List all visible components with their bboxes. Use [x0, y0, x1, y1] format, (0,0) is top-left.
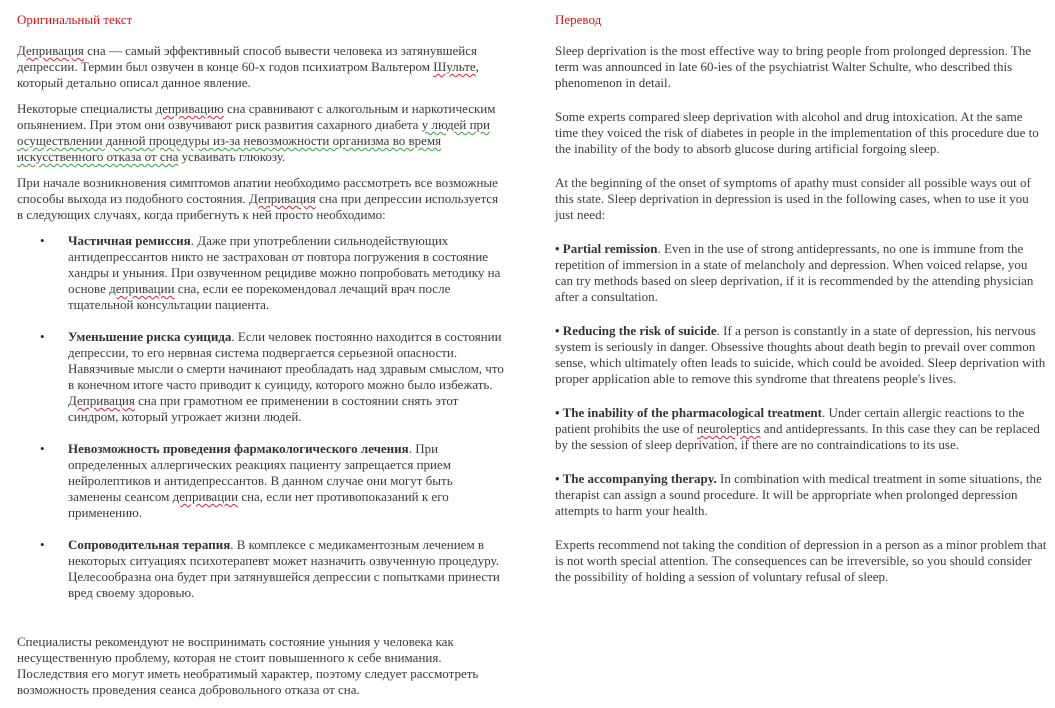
paragraph	[555, 109, 1047, 157]
bullet-marker-icon: •	[40, 233, 45, 248]
text-run: . Даже при употреблении сильнодействующих антидепрессантов никто не застрахован от повтора погружения в состояние хандры и уныния. При озвученном рецидиве можно попробовать методику на основе	[68, 233, 501, 296]
bold-run: Частичная ремиссия	[68, 233, 191, 248]
spellcheck-flagged-text: депривации	[109, 281, 175, 296]
text-run: At the beginning of the onset of symptoms of apathy must consider all possible ways out of this state. Sleep deprivation in depression is used in the following cases, when to use it you just need:	[555, 175, 1031, 222]
text-run: сна, если нет противопоказаний к его применению.	[68, 489, 449, 520]
bullet-item	[17, 233, 506, 313]
paragraph	[17, 101, 506, 165]
bold-run: • Partial remission	[555, 241, 658, 256]
paragraph	[555, 241, 1047, 305]
spellcheck-flagged-text: депривацию	[155, 101, 224, 116]
spellcheck-flagged-text: депривации	[172, 489, 239, 504]
bullet-text	[68, 441, 506, 521]
bold-run: Уменьшение риска суицида	[68, 329, 232, 344]
text-run: сна при депрессии используется в следующих случаях, когда прибегнуть к ней просто необходимо:	[17, 191, 499, 222]
spellcheck-flagged-text: Депривация	[68, 393, 135, 408]
bold-run: • The accompanying therapy.	[555, 471, 717, 486]
text-run: При начале возникновения симптомов апатии необходимо рассмотреть все возможные способы выхода из подобного состояния.	[17, 175, 498, 206]
bullet-text	[68, 233, 506, 313]
paragraph	[555, 43, 1047, 91]
text-run: . В комплексе с медикаментозным лечением в некоторых ситуациях психотерапевт может назначить озвученную процедуру. Целесообразна она будет при затянувшейся депрессии с попытками принести вред своему здоровью.	[68, 537, 500, 600]
bold-run: • Reducing the risk of suicide	[555, 323, 717, 338]
text-run: Some experts compared sleep deprivation with alcohol and drug intoxication. At the same time they voiced the risk of diabetes in people in the implementation of this procedure due to the inability of the body to absorb glucose during artificial forgoing sleep.	[555, 109, 1039, 156]
bullet-item	[17, 329, 506, 425]
translation-column	[555, 12, 1047, 603]
text-run: Sleep deprivation is the most effective way to bring people from prolonged depression. The term was announced in late 60-ies of the psychiatrist Walter Schulte, who described this phenomenon in detail.	[555, 43, 1032, 90]
text-run: . При определенных аллергических реакциях пациенту запрещается прием нейролептиков и антидепрессантов. В данном случае они могут быть заменены сеансом	[68, 441, 453, 504]
spellcheck-flagged-text: Шульте	[433, 59, 476, 74]
text-run: . Even in the use of strong antidepressants, no one is immune from the repetition of immersion in a state of melancholy and depression. When voiced relapse, you can try methods based on sleep deprivation, if it is recommended by the attending physician after a consultation.	[555, 241, 1034, 304]
bold-run: Невозможность проведения фармакологического лечения	[68, 441, 409, 456]
text-run: Специалисты рекомендуют не воспринимать состояние уныния у человека как несущественную проблему, которая не стоит повышенного к себе внимания. Последствия его могут иметь необратимый характер, поэтому следует рассмотреть возможность проведения сеанса добровольного отказа от сна.	[17, 634, 479, 697]
spellcheck-flagged-text: у людей при осуществлении данной процедуры из-за невозможности организма во время искусственного отказа от сна	[17, 117, 490, 164]
spellcheck-flagged-text: Депривация	[248, 191, 316, 206]
spellcheck-flagged-text: Депривация	[17, 43, 84, 58]
text-run: . Если человек постоянно находится в состоянии депрессии, то его нервная система подвергается серьезной опасности. Навязчивые мысли о смерти начинают преобладать над здравым смыслом, что в конечном итоге часто приводит к суициду, которого можно было избежать.	[68, 329, 504, 392]
paragraph	[555, 323, 1047, 387]
text-run: . Under certain allergic reactions to the patient prohibits the use of	[555, 405, 1025, 436]
original-text-body	[17, 43, 506, 698]
text-run: сна при грамотном ее применении в состоянии снять этот синдром, который угрожает жизни людей.	[68, 393, 459, 424]
text-run: сна, если ее порекомендовал лечащий врач после тщательной консультации пациента.	[68, 281, 451, 312]
bullet-text	[68, 329, 506, 425]
paragraph	[17, 43, 506, 91]
bullet-text	[68, 537, 506, 601]
bold-run: • The inability of the pharmacological treatment	[555, 405, 822, 420]
paragraph	[555, 537, 1047, 585]
text-run: . If a person is constantly in a state of depression, his nervous system is seriously in danger. Obsessive thoughts about death begin to prevail over common sense, which ultimately often leads to suicide, which could be avoided. Sleep deprivation with proper application able to remove this syndrome that threatens people's lives.	[555, 323, 1046, 386]
bullet-item	[17, 441, 506, 521]
text-run: In combination with medical treatment in some situations, the therapist can assign a sound procedure. It will be appropriate when prolonged depression attempts to harm your health.	[555, 471, 1042, 518]
paragraph	[17, 634, 506, 698]
text-run: сна — самый эффективный способ вывести человека из затянувшейся депрессии. Термин был озвучен в конце 60-х годов психиатром Вальтером	[17, 43, 477, 74]
text-run: усваивать глюкозу.	[178, 149, 286, 164]
translation-body	[555, 43, 1047, 585]
bullet-marker-icon: •	[40, 537, 45, 552]
text-run: Experts recommend not taking the condition of depression in a person as a minor problem that is not worth special attention. The consequences can be irreversible, so you should consider the possibility of holding a session of voluntary refusal of sleep.	[555, 537, 1047, 584]
text-run: Некоторые специалисты	[17, 101, 156, 116]
translation-heading: Перевод	[555, 12, 602, 27]
bold-run: Сопроводительная терапия	[68, 537, 231, 552]
bullet-marker-icon: •	[40, 441, 45, 456]
paragraph	[555, 405, 1047, 453]
spellcheck-flagged-text: neuroleptics	[696, 421, 761, 436]
paragraph	[555, 471, 1047, 519]
paragraph	[555, 175, 1047, 223]
text-run: and antidepressants. In this case they can be replaced by the session of sleep deprivation, if there are no contraindications to its use.	[555, 421, 1040, 452]
paragraph	[17, 175, 506, 223]
original-text-column	[17, 12, 506, 708]
text-run: , который детально описал данное явление.	[17, 59, 479, 90]
original-text-heading: Оригинальный текст	[17, 12, 133, 27]
bullet-marker-icon: •	[40, 329, 45, 344]
text-run: сна сравнивают с алкогольным и наркотическим опьянением. При этом они озвучивают риск развития сахарного диабета	[17, 101, 496, 132]
bullet-item	[17, 537, 506, 601]
